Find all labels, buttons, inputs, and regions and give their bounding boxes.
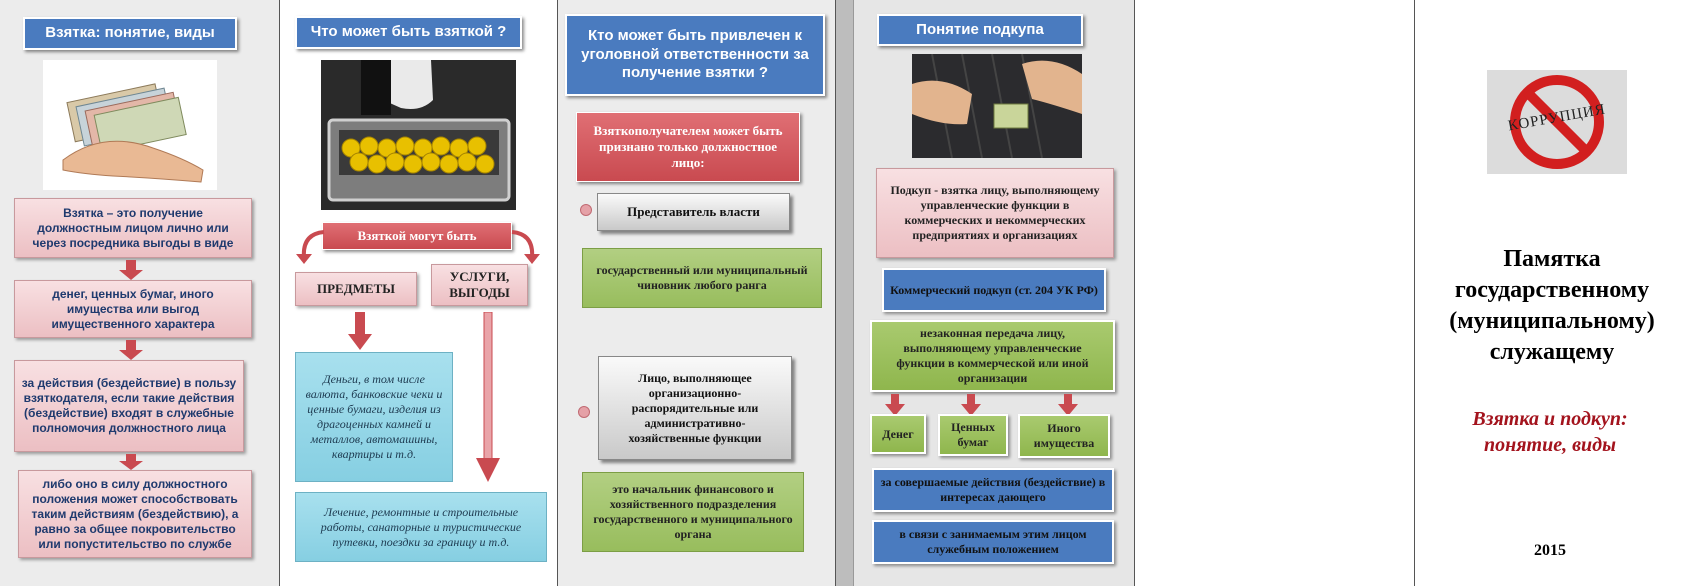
- services-list: Лечение, ремонтные и строительные работы, санаторные и туристические путевки, поездки за границу и т.д.: [295, 492, 547, 562]
- bribe-definition: Взятка – это получение должностным лицом лично или через посредника выгоды в виде: [14, 198, 252, 258]
- arrow-down-long-icon: [476, 312, 500, 482]
- curved-arrow-left-icon: [296, 226, 328, 266]
- arrow-down-icon: [119, 454, 143, 470]
- briefcase-oranges-image: [321, 60, 516, 210]
- org-functions-person: Лицо, выполняющее организационно-распорядительные или административно-хозяйственные функции: [598, 356, 792, 460]
- divider: [853, 0, 854, 586]
- cover-title: Памятка государственному (муниципальному) служащему: [1449, 245, 1655, 366]
- panel-blank: [1134, 0, 1414, 586]
- bribery-definition: Подкуп - взятка лицу, выполняющему управленческие функции в коммерческих и некоммерческих предприятиях и организациях: [876, 168, 1114, 258]
- divider: [557, 0, 558, 586]
- divider: [279, 0, 280, 586]
- head-description: это начальник финансового и хозяйственного подразделения государственного и муниципального органа: [582, 472, 804, 552]
- bullet-icon: [580, 204, 592, 216]
- arrow-down-icon: [885, 394, 905, 416]
- for-actions: за совершаемые действия (бездействие) в интересах дающего: [872, 468, 1114, 512]
- arrow-down-icon: [961, 394, 981, 416]
- service-position: в связи с занимаемым этим лицом служебным положением: [872, 520, 1114, 564]
- panel4-header: Понятие подкупа: [877, 14, 1083, 46]
- arrow-down-icon: [348, 312, 372, 350]
- panel2-header: Что может быть взяткой ?: [295, 16, 522, 49]
- items-list: Деньги, в том числе валюта, банковские чеки и ценные бумаги, изделия из драгоценных камней и металлов, автомашины, квартиры и т.д.: [295, 352, 453, 482]
- official-description: государственный или муниципальный чиновник любого ранга: [582, 248, 822, 308]
- services-label: УСЛУГИ, ВЫГОДЫ: [431, 264, 528, 306]
- bullet-icon: [578, 406, 590, 418]
- bribe-can-be: Взяткой могут быть: [322, 222, 512, 250]
- option-securities: Ценных бумаг: [938, 414, 1008, 456]
- arrow-down-icon: [1058, 394, 1078, 416]
- option-money: Денег: [870, 414, 926, 454]
- bribe-patronage: либо оно в силу должностного положения может способствовать таким действиям (бездействию), а равно за общее покровительство или попустительство по службе: [18, 470, 252, 558]
- arrow-down-icon: [119, 340, 143, 360]
- cover-subtitle: Взятка и подкуп: понятие, виды: [1472, 408, 1628, 456]
- anti-corruption-logo: [1487, 70, 1627, 174]
- recipient-definition: Взяткополучателем может быть признано только должностное лицо:: [576, 112, 800, 182]
- bribe-actions: за действия (бездействие) в пользу взяткодателя, если такие действия (бездействие) входят в служебные полномочия должностного лица: [14, 360, 244, 452]
- logo-text: КОРРУПЦИЯ: [1506, 101, 1608, 135]
- bribe-kinds-text: денег, ценных бумаг, иного имущества или выгод имущественного характера: [51, 286, 215, 331]
- option-property: Иного имущества: [1018, 414, 1110, 458]
- panel3-header: Кто может быть привлечен к уголовной ответственности за получение взятки ?: [565, 14, 825, 96]
- representative-authority: Представитель власти: [597, 193, 790, 231]
- illegal-transfer: незаконная передача лицу, выполняющему управленческие функции в коммерческой или иной организации: [870, 320, 1115, 392]
- fold-gutter: [835, 0, 853, 586]
- commercial-bribery: Коммерческий подкуп (ст. 204 УК РФ): [882, 268, 1106, 312]
- suit-pocket-money-image: [912, 54, 1082, 158]
- panel1-header: Взятка: понятие, виды: [23, 17, 237, 50]
- divider: [835, 0, 836, 586]
- items-label: ПРЕДМЕТЫ: [295, 272, 417, 306]
- bribe-kinds: [14, 280, 252, 338]
- divider: [1134, 0, 1135, 586]
- divider: [1414, 0, 1415, 586]
- arrow-down-icon: [119, 260, 143, 280]
- cover-year: 2015: [1534, 542, 1566, 559]
- curved-arrow-right-icon: [508, 226, 540, 266]
- money-hand-image: [43, 60, 217, 190]
